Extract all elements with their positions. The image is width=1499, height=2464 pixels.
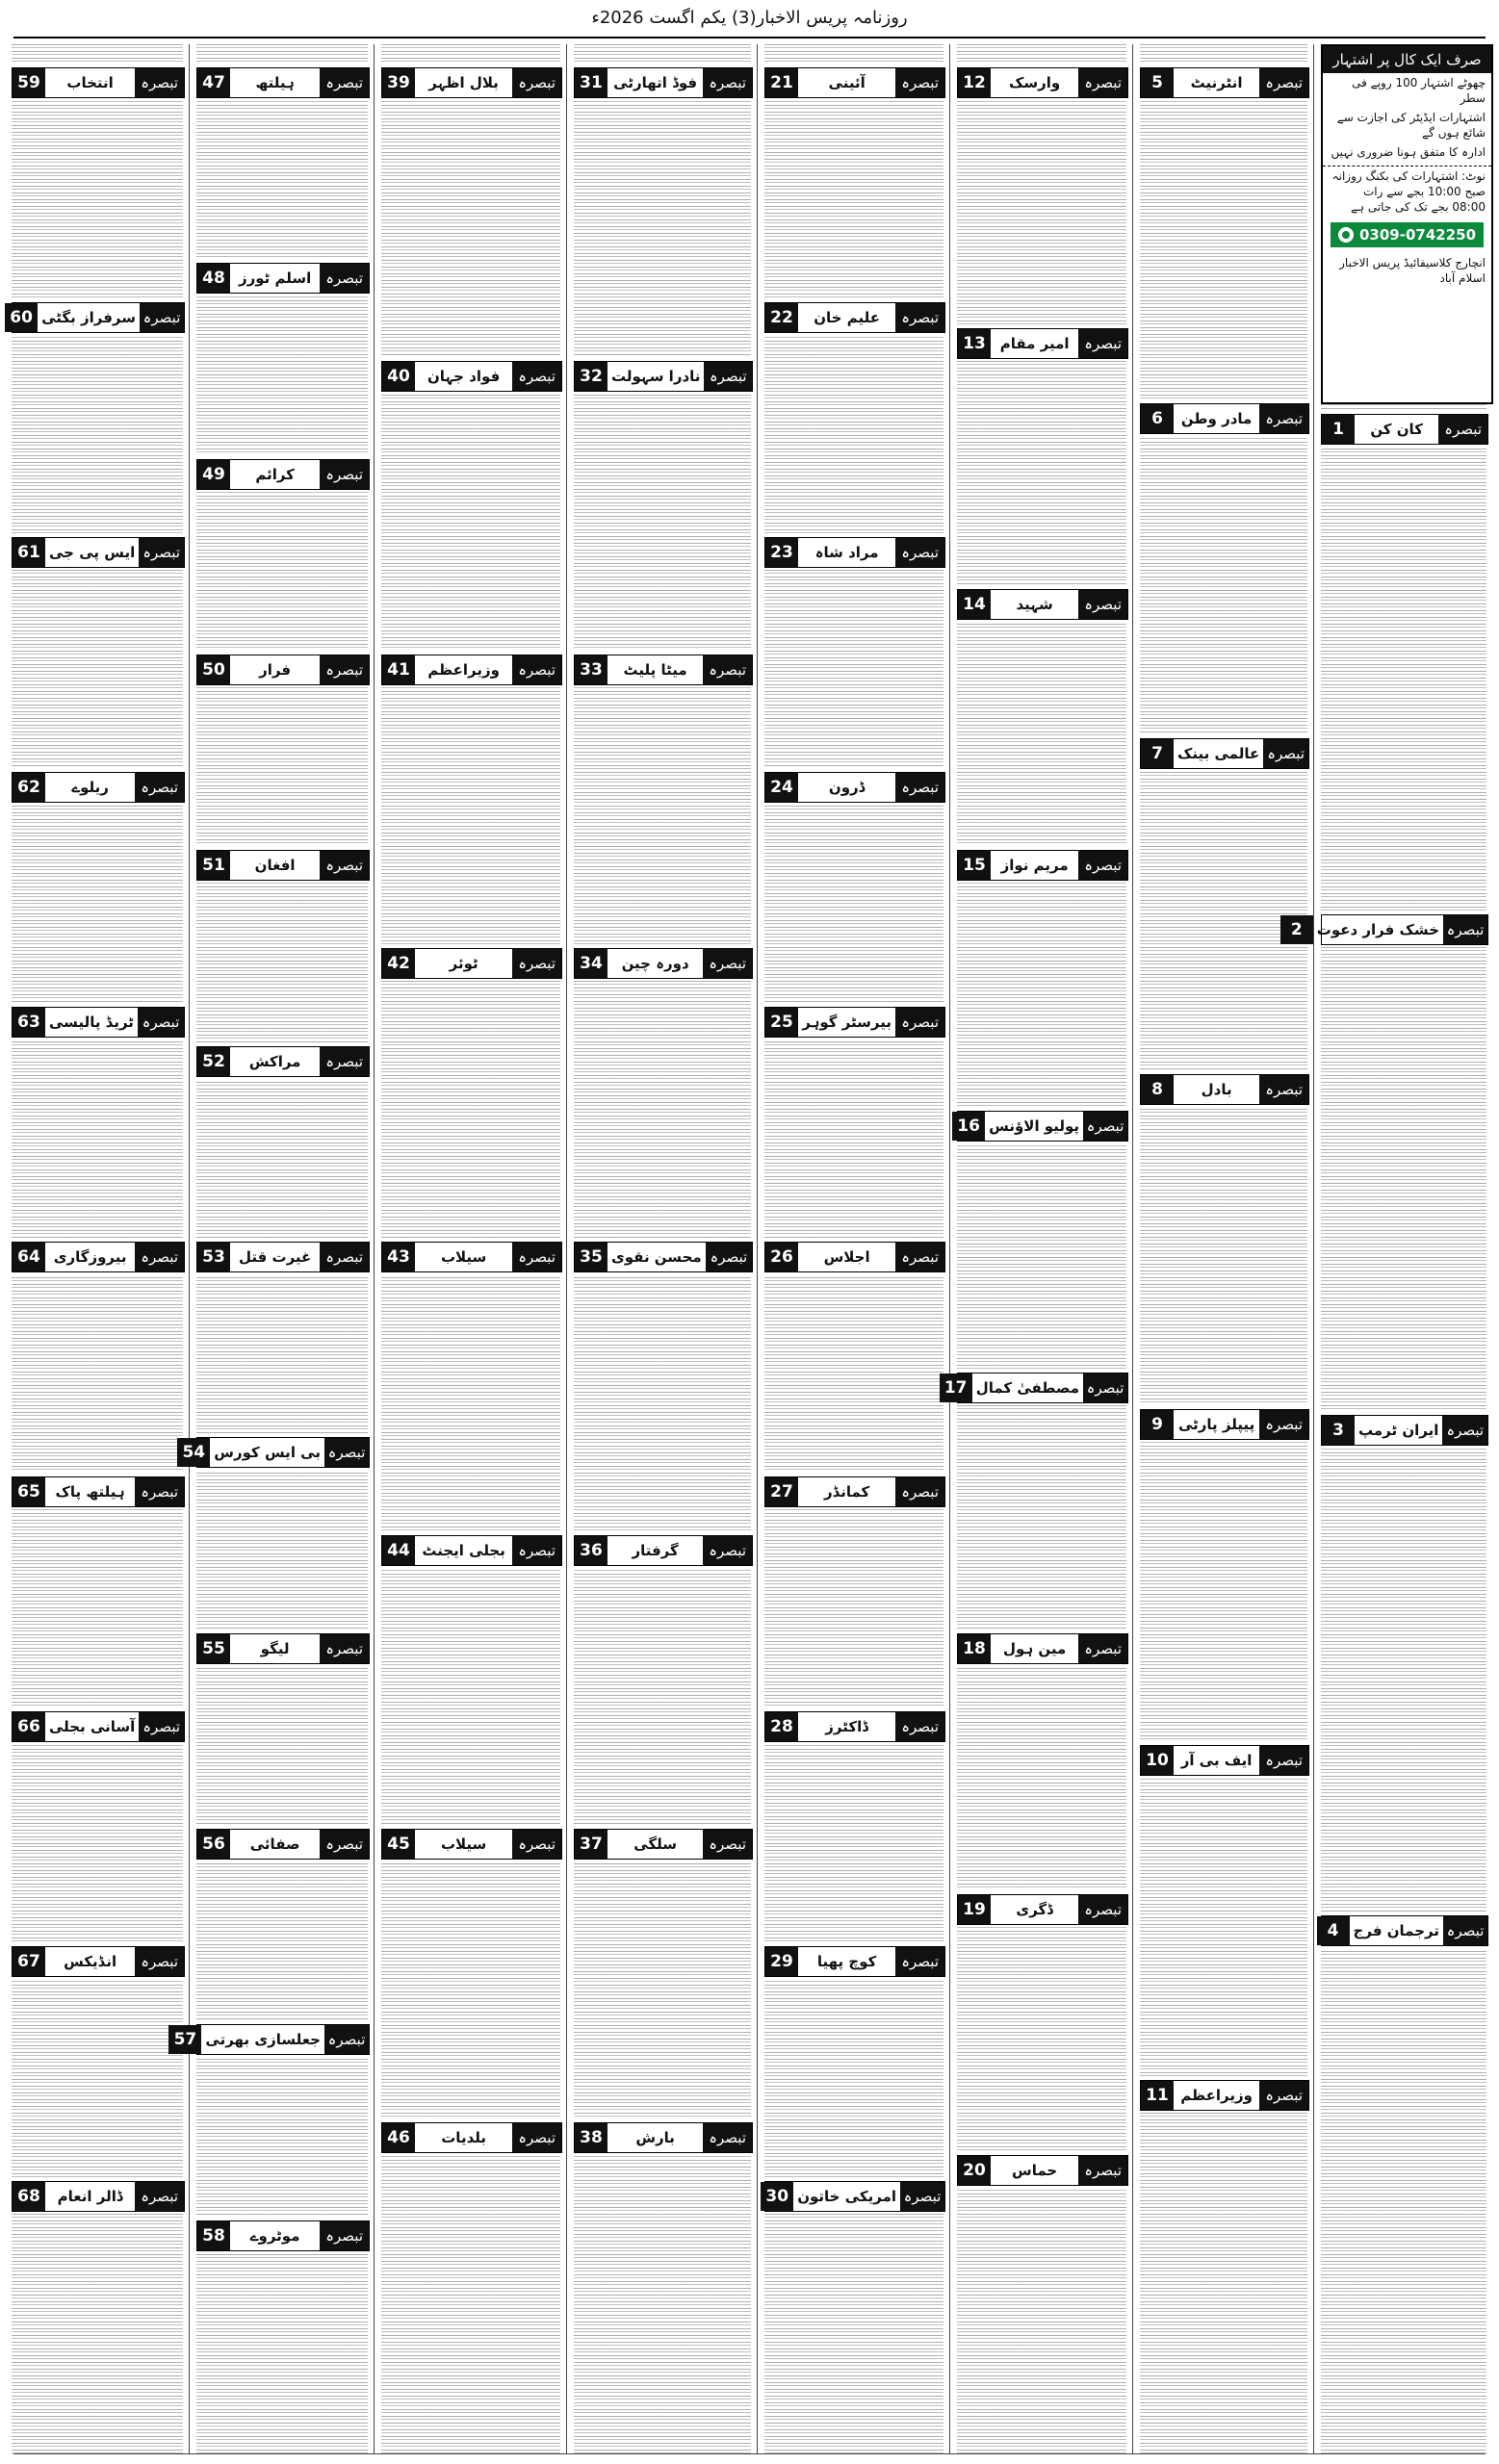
story-headline[interactable] <box>574 948 753 979</box>
headline-tag: تبصرہ <box>703 68 752 97</box>
story-headline[interactable] <box>764 1476 945 1507</box>
story-headline[interactable] <box>764 2181 945 2212</box>
story-headline[interactable] <box>1140 403 1309 434</box>
headline-number: 53 <box>197 1243 230 1271</box>
headline-tag: تبصرہ <box>704 362 752 391</box>
headline-number: 24 <box>765 773 798 802</box>
headline-tag: تبصرہ <box>1078 68 1127 97</box>
headline-number: 30 <box>761 2182 793 2211</box>
headline-tag: تبصرہ <box>900 2182 944 2211</box>
headline-title: کمانڈر <box>823 1483 870 1501</box>
story-headline[interactable] <box>12 1711 185 1742</box>
ad-phone[interactable] <box>1331 222 1484 247</box>
story-headline[interactable] <box>1140 738 1309 769</box>
headline-number: 63 <box>13 1008 45 1037</box>
headline-tag: تبصرہ <box>1259 68 1308 97</box>
headline-number: 42 <box>382 949 415 978</box>
story-headline[interactable] <box>196 1633 370 1664</box>
headline-tag: تبصرہ <box>1443 915 1487 944</box>
headline-title: خشک فرار دعوت <box>1316 921 1439 938</box>
headline-tag: تبصرہ <box>512 655 561 684</box>
headline-number: 33 <box>575 655 607 684</box>
headline-number: 64 <box>13 1243 45 1271</box>
story-headline[interactable] <box>12 1007 185 1038</box>
headline-number: 40 <box>382 362 415 391</box>
headline-number: 43 <box>382 1243 415 1271</box>
story-headline[interactable] <box>381 2122 562 2153</box>
column-divider <box>949 44 950 2454</box>
story-headline[interactable] <box>196 654 370 685</box>
headline-title: ایف بی آر <box>1180 1751 1253 1769</box>
story-headline[interactable] <box>957 328 1128 359</box>
headline-number: 2 <box>1280 915 1313 944</box>
headline-tag: تبصرہ <box>703 1536 752 1565</box>
ad-line: ادارہ کا متفق ہونا ضروری نہیں <box>1331 145 1486 159</box>
headline-tag: تبصرہ <box>895 1243 944 1271</box>
headline-title: بیرسٹر گوہر <box>802 1014 892 1031</box>
headline-title: ایس پی جی <box>49 544 136 561</box>
headline-tag: تبصرہ <box>135 2182 184 2211</box>
story-headline[interactable] <box>196 1242 370 1272</box>
headline-title: آسانی بجلی <box>49 1718 136 1735</box>
headline-title: علیم خان <box>814 309 880 326</box>
headline-number: 17 <box>940 1373 972 1402</box>
story-headline[interactable] <box>957 850 1128 881</box>
headline-title: دورہ چین <box>621 955 689 972</box>
headline-number: 5 <box>1141 68 1174 97</box>
headline-tag: تبصرہ <box>324 2025 369 2054</box>
headline-number: 46 <box>382 2123 415 2152</box>
story-headline[interactable] <box>1321 1415 1488 1446</box>
headline-number: 44 <box>382 1536 415 1565</box>
headline-number: 52 <box>197 1047 230 1076</box>
headline-title: مادر وطن <box>1180 409 1253 427</box>
headline-tag: تبصرہ <box>135 1947 184 1976</box>
column-divider <box>1132 44 1133 2454</box>
story-headline[interactable] <box>12 1476 185 1507</box>
headline-tag: تبصرہ <box>703 1830 752 1859</box>
ad-line: اشتہارات ایڈیٹر کی اجازت سے شائع ہوں گے <box>1336 111 1486 140</box>
column-divider <box>374 44 375 2454</box>
headline-number: 6 <box>1141 404 1174 433</box>
headline-tag: تبصرہ <box>135 68 184 97</box>
headline-tag: تبصرہ <box>320 68 369 97</box>
headline-number: 54 <box>177 1438 210 1467</box>
headline-number: 12 <box>958 68 991 97</box>
headline-title: لیگو <box>260 1639 290 1657</box>
column-divider <box>757 44 758 2454</box>
headline-title: افغان <box>254 857 296 875</box>
headline-number: 41 <box>382 655 415 684</box>
headline-title: سلگی <box>633 1835 677 1853</box>
headline-number: 16 <box>952 1112 985 1141</box>
headline-title: کرائم <box>255 465 295 483</box>
story-headline[interactable] <box>381 361 562 392</box>
headline-tag: تبصرہ <box>512 949 561 978</box>
story-headline[interactable] <box>957 67 1128 98</box>
headline-number: 62 <box>13 773 45 802</box>
headline-tag: تبصرہ <box>895 1477 944 1506</box>
story-headline[interactable] <box>173 2024 370 2055</box>
story-headline[interactable] <box>381 948 562 979</box>
story-headline[interactable] <box>574 1829 753 1860</box>
headline-title: بجلی ایجنٹ <box>422 1542 505 1559</box>
headline-title: بادل <box>1201 1080 1232 1098</box>
headline-title: ڈرون <box>828 779 866 796</box>
footer-rule <box>13 2453 1486 2454</box>
headline-number: 32 <box>575 362 607 391</box>
headline-tag: تبصرہ <box>135 1477 184 1506</box>
headline-number: 23 <box>765 538 798 567</box>
headline-tag: تبصرہ <box>320 1634 369 1663</box>
headline-title: گرفتار <box>632 1542 679 1559</box>
headline-number: 15 <box>958 851 991 880</box>
headline-title: کان کن <box>1370 421 1423 438</box>
headline-tag: تبصرہ <box>706 1243 752 1271</box>
headline-tag: تبصرہ <box>703 655 752 684</box>
headline-tag: تبصرہ <box>1259 1410 1308 1439</box>
headline-title: سیلاب <box>440 1835 487 1853</box>
headline-title: فوڈ اتھارٹی <box>613 74 698 91</box>
column-body-text <box>957 44 1126 2454</box>
column-divider <box>566 44 567 2454</box>
headline-tag: تبصرہ <box>512 1243 561 1271</box>
headline-tag: تبصرہ <box>1263 739 1308 768</box>
story-headline[interactable] <box>574 67 753 98</box>
headline-tag: تبصرہ <box>512 362 561 391</box>
ad-footer: انچارج کلاسیفائیڈ پریس الاخبار اسلام آباد <box>1339 256 1486 285</box>
story-headline[interactable] <box>764 302 945 333</box>
classified-ad-box <box>1321 44 1493 404</box>
headline-number: 31 <box>575 68 607 97</box>
headline-title: وزیراعظم <box>1180 2087 1253 2105</box>
headline-title: صفائی <box>249 1835 300 1853</box>
story-headline[interactable] <box>943 1373 1128 1403</box>
headline-number: 50 <box>197 655 230 684</box>
story-headline[interactable] <box>12 2181 185 2212</box>
headline-title: مراکش <box>248 1052 301 1070</box>
headline-tag: تبصرہ <box>512 1536 561 1565</box>
headline-tag: تبصرہ <box>895 1947 944 1976</box>
headline-number: 29 <box>765 1947 798 1976</box>
story-headline[interactable] <box>196 263 370 294</box>
story-headline[interactable] <box>764 1007 945 1038</box>
headline-title: مصطفیٰ کمال <box>975 1378 1079 1397</box>
headline-title: شہید <box>1016 596 1053 614</box>
headline-title: کوچ پھیا <box>816 1953 877 1970</box>
headline-title: وارسک <box>1009 74 1061 91</box>
headline-tag: تبصرہ <box>1078 2156 1127 2185</box>
headline-tag: تبصرہ <box>895 773 944 802</box>
headline-number: 27 <box>765 1477 798 1506</box>
headline-number: 9 <box>1141 1410 1174 1439</box>
headline-number: 34 <box>575 949 607 978</box>
column-divider <box>189 44 190 2454</box>
headline-tag: تبصرہ <box>1078 851 1127 880</box>
story-headline[interactable] <box>12 772 185 803</box>
story-headline[interactable] <box>764 1242 945 1272</box>
headline-title: مراد شاہ <box>814 544 879 561</box>
ad-line: چھوٹے اشتہار 100 روپے فی سطر <box>1352 76 1486 105</box>
headline-tag: تبصرہ <box>320 1243 369 1271</box>
headline-number: 21 <box>765 68 798 97</box>
story-headline[interactable] <box>381 654 562 685</box>
story-headline[interactable] <box>764 67 945 98</box>
headline-number: 20 <box>958 2156 991 2185</box>
story-headline[interactable] <box>1140 2080 1309 2111</box>
headline-tag: تبصرہ <box>1083 1112 1127 1141</box>
headline-tag: تبصرہ <box>512 68 561 97</box>
story-headline[interactable] <box>1140 1745 1309 1776</box>
headline-number: 51 <box>197 851 230 880</box>
story-headline[interactable] <box>764 537 945 568</box>
headline-title: انتخاب <box>66 74 114 91</box>
story-headline[interactable] <box>12 1242 185 1272</box>
story-headline[interactable] <box>574 1535 753 1566</box>
headline-tag: تبصرہ <box>895 538 944 567</box>
story-headline[interactable] <box>574 1242 753 1272</box>
headline-number: 48 <box>197 264 230 293</box>
headline-number: 18 <box>958 1634 991 1663</box>
headline-number: 67 <box>13 1947 45 1976</box>
news-column <box>953 44 1130 2454</box>
headline-number: 56 <box>197 1830 230 1859</box>
story-headline[interactable] <box>381 67 562 98</box>
headline-number: 7 <box>1141 739 1174 768</box>
headline-tag: تبصرہ <box>703 2123 752 2152</box>
story-headline[interactable] <box>1321 414 1488 445</box>
story-headline[interactable] <box>196 1046 370 1077</box>
story-headline[interactable] <box>381 1535 562 1566</box>
headline-number: 45 <box>382 1830 415 1859</box>
headline-tag: تبصرہ <box>320 655 369 684</box>
headline-tag: تبصرہ <box>1259 404 1308 433</box>
headline-title: محسن نقوی <box>611 1248 702 1266</box>
headline-title: مین ہول <box>1002 1639 1067 1657</box>
headline-title: امیر مقام <box>999 335 1070 353</box>
story-headline[interactable] <box>196 67 370 98</box>
story-headline[interactable] <box>1321 1915 1488 1946</box>
headline-title: سرفراز بگٹی <box>41 309 136 326</box>
headline-title: بارش <box>635 2129 675 2146</box>
story-headline[interactable] <box>196 1829 370 1860</box>
headline-title: ٹریڈ پالیسی <box>49 1014 134 1031</box>
headline-title: مریم نواز <box>1000 857 1069 875</box>
story-headline[interactable] <box>12 302 185 333</box>
story-headline[interactable] <box>574 2122 753 2153</box>
headline-title: بلال اظہر <box>428 74 499 91</box>
headline-title: انٹرنیٹ <box>1190 74 1243 91</box>
ad-header: صرف ایک کال پر اشتہار <box>1323 46 1491 73</box>
headline-title: ڈاکٹرز <box>825 1718 868 1735</box>
story-headline[interactable] <box>764 1711 945 1742</box>
headline-number: 28 <box>765 1712 798 1741</box>
headline-title: حماس <box>1012 2161 1058 2179</box>
headline-title: فواد جہان <box>426 368 501 385</box>
headline-tag: تبصرہ <box>320 851 369 880</box>
headline-number: 49 <box>197 460 230 489</box>
headline-number: 37 <box>575 1830 607 1859</box>
headline-title: ڈالر انعام <box>57 2188 123 2205</box>
headline-title: غیرت قتل <box>238 1248 312 1266</box>
headline-tag: تبصرہ <box>512 2123 561 2152</box>
story-headline[interactable] <box>12 537 185 568</box>
headline-number: 14 <box>958 590 991 619</box>
headline-tag: تبصرہ <box>895 1712 944 1741</box>
headline-tag: تبصرہ <box>1083 1373 1127 1402</box>
headline-title: ایران ٹرمپ <box>1358 1422 1439 1439</box>
headline-title: ہیلتھ پاک <box>55 1483 125 1501</box>
headline-tag: تبصرہ <box>1078 1895 1127 1924</box>
story-headline[interactable] <box>957 1633 1128 1664</box>
story-headline[interactable] <box>574 361 753 392</box>
headline-tag: تبصرہ <box>895 68 944 97</box>
headline-number: 11 <box>1141 2081 1174 2110</box>
headline-tag: تبصرہ <box>320 1047 369 1076</box>
story-headline[interactable] <box>1140 1409 1309 1440</box>
headline-number: 55 <box>197 1634 230 1663</box>
ad-phone-number: 0309-0742250 <box>1358 226 1477 244</box>
headline-number: 47 <box>197 68 230 97</box>
headline-title: ترجمان فرج <box>1353 1922 1439 1939</box>
column-divider <box>1313 44 1314 2454</box>
headline-number: 19 <box>958 1895 991 1924</box>
headline-tag: تبصرہ <box>139 1712 184 1741</box>
headline-tag: تبصرہ <box>1078 590 1127 619</box>
headline-number: 1 <box>1322 415 1355 444</box>
headline-tag: تبصرہ <box>703 949 752 978</box>
headline-tag: تبصرہ <box>320 460 369 489</box>
headline-number: 38 <box>575 2123 607 2152</box>
headline-title: نادرا سہولت <box>611 368 701 385</box>
headline-number: 26 <box>765 1243 798 1271</box>
headline-title: اجلاس <box>823 1248 870 1266</box>
headline-title: سیلاب <box>440 1248 487 1266</box>
headline-tag: تبصرہ <box>1259 1075 1308 1104</box>
headline-tag: تبصرہ <box>320 1830 369 1859</box>
headline-title: وزیراعظم <box>427 661 500 679</box>
story-headline[interactable] <box>574 654 753 685</box>
headline-number: 57 <box>168 2025 201 2054</box>
story-headline[interactable] <box>381 1242 562 1272</box>
headline-number: 60 <box>5 303 38 332</box>
headline-title: فرار <box>259 661 292 679</box>
headline-number: 36 <box>575 1536 607 1565</box>
headline-title: ٹوئر <box>449 955 478 972</box>
story-headline[interactable] <box>1140 1074 1309 1105</box>
story-headline[interactable] <box>957 1111 1128 1142</box>
headline-tag: تبصرہ <box>135 773 184 802</box>
story-headline[interactable] <box>12 67 185 98</box>
headline-title: بلدیات <box>441 2129 486 2146</box>
column-body-text <box>1321 44 1486 2454</box>
headline-number: 61 <box>13 538 45 567</box>
story-headline[interactable] <box>381 1829 562 1860</box>
headline-title: پولیو الاؤنس <box>989 1117 1079 1136</box>
headline-tag: تبصرہ <box>320 264 369 293</box>
headline-title: ڈگری <box>1016 1900 1053 1918</box>
headline-number: 22 <box>765 303 798 332</box>
headline-tag: تبصرہ <box>1078 329 1127 358</box>
headline-number: 58 <box>197 2221 230 2250</box>
headline-title: عالمی بینک <box>1177 745 1260 763</box>
headline-title: بی ایس کورس <box>214 1444 321 1462</box>
ad-note: نوٹ: اشتہارات کی بکنگ روزانہ صبح 10:00 بجے سے رات 08:00 بجے تک کی جاتی ہے <box>1323 166 1491 217</box>
headline-number: 4 <box>1317 1916 1350 1945</box>
headline-title: ریلوے <box>71 779 109 796</box>
story-headline[interactable] <box>1140 67 1309 98</box>
headline-number: 25 <box>765 1008 798 1037</box>
whatsapp-icon <box>1338 227 1354 243</box>
headline-title: آئینی <box>828 74 866 91</box>
headline-number: 68 <box>13 2182 45 2211</box>
headline-title: انڈیکس <box>64 1953 117 1970</box>
story-headline[interactable] <box>196 459 370 490</box>
headline-number: 65 <box>13 1477 45 1506</box>
masthead: روزنامہ پریس الاخبار(3) یکم اگست 2026ء <box>591 8 908 28</box>
story-headline[interactable] <box>764 772 945 803</box>
headline-tag: تبصرہ <box>135 1243 184 1271</box>
headline-number: 39 <box>382 68 415 97</box>
headline-tag: تبصرہ <box>895 1008 944 1037</box>
headline-tag: تبصرہ <box>1438 415 1487 444</box>
headline-title: موٹروے <box>249 2226 300 2245</box>
headline-number: 10 <box>1141 1746 1174 1775</box>
headline-tag: تبصرہ <box>1443 1916 1487 1945</box>
headline-number: 3 <box>1322 1416 1355 1445</box>
headline-title: جعلسازی بھرتی <box>205 2031 321 2049</box>
masthead-rule <box>13 37 1486 38</box>
headline-number: 66 <box>13 1712 45 1741</box>
story-headline[interactable] <box>957 1894 1128 1925</box>
headline-number: 59 <box>13 68 45 97</box>
headline-title: بیروزگاری <box>53 1248 127 1266</box>
headline-tag: تبصرہ <box>139 538 184 567</box>
headline-number: 13 <box>958 329 991 358</box>
news-column <box>1317 44 1490 2454</box>
headline-number: 8 <box>1141 1075 1174 1104</box>
headline-tag: تبصرہ <box>895 303 944 332</box>
story-headline[interactable] <box>182 1437 370 1468</box>
story-headline[interactable] <box>196 850 370 881</box>
headline-title: میٹا پلیٹ <box>623 661 687 679</box>
story-headline[interactable] <box>12 1946 185 1977</box>
headline-title: اسلم ٹورز <box>238 270 312 288</box>
story-headline[interactable] <box>764 1946 945 1977</box>
headline-tag: تبصرہ <box>1259 1746 1308 1775</box>
headline-tag: تبصرہ <box>138 1008 184 1037</box>
story-headline[interactable] <box>957 2155 1128 2186</box>
story-headline[interactable] <box>957 589 1128 620</box>
headline-tag: تبصرہ <box>512 1830 561 1859</box>
headline-tag: تبصرہ <box>1259 2081 1308 2110</box>
headline-number: 35 <box>575 1243 607 1271</box>
story-headline[interactable] <box>196 2220 370 2251</box>
headline-tag: تبصرہ <box>1078 1634 1127 1663</box>
headline-title: امریکی خاتون <box>797 2188 896 2205</box>
headline-tag: تبصرہ <box>320 2221 369 2250</box>
headline-tag: تبصرہ <box>140 303 184 332</box>
story-headline[interactable] <box>1290 914 1488 945</box>
headline-tag: تبصرہ <box>1442 1416 1487 1445</box>
headline-title: پیپلز پارٹی <box>1177 1416 1255 1434</box>
headline-title: ہیلتھ <box>255 74 295 91</box>
headline-tag: تبصرہ <box>324 1438 369 1467</box>
